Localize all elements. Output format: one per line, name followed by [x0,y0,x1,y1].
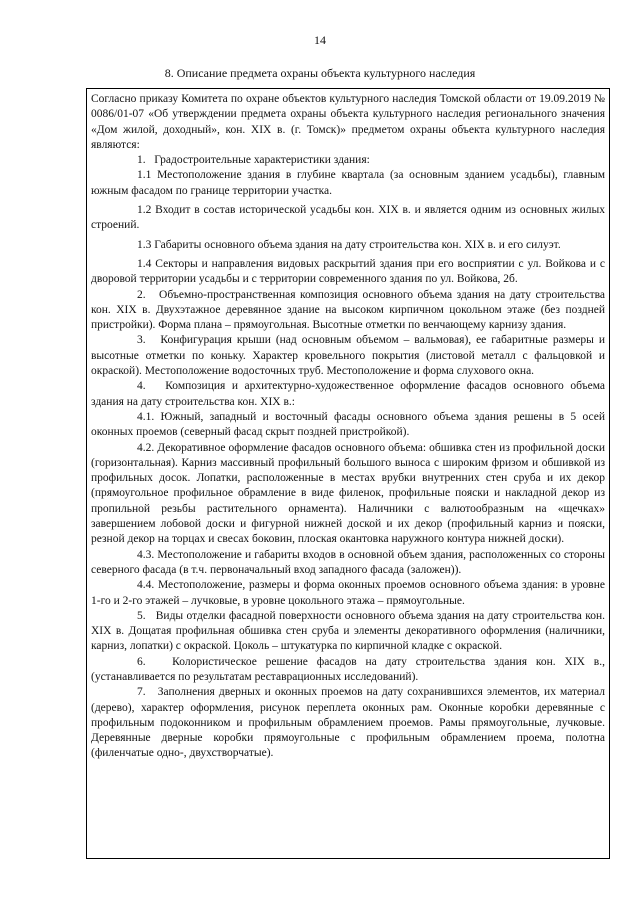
item-1-1: 1.1 Местоположение здания в глубине квартала (за основным зданием усадьбы), главным южным фасадом по границе территории участка. [91,169,605,197]
item-3: 3. Конфигурация крыши (над основным объемом – вальмовая), ее габаритные размеры и высотные отметки по коньку. Характер кровельного покрытия (листовой металл с фальцовкой и окраской). Местоположение водосточных труб. Местоположение и форма слухового окна. [91,334,605,378]
item-1-3: 1.3 Габариты основного объема здания на дату строительства кон. XIX в. и его силуэт. [137,238,561,251]
page-number: 14 [314,33,326,47]
item-4-3: 4.3. Местоположение и габариты входов в основной объем здания, расположенных со стороны северного фасада (в т.ч. первоначальный вход западного фасада (заложен)). [91,548,605,576]
item-4-1: 4.1. Южный, западный и восточный фасады основного объема здания решены в 5 осей оконных проемов (северный фасад скрыт поздней пристройкой). [91,410,605,439]
item-2: 2. Объемно-пространственная композиция основного объема здания на дату строительства кон. XIX в. Двухэтажное деревянное здание на высоком кирпичном цокольном этаже (без поздней пристройки). Форма плана – прямоугольная. Высотные отметки по венчающему карнизу здания. [91,288,605,332]
protection-subject-box [86,88,610,859]
item-4-4: 4.4. Местоположение, размеры и форма оконных проемов основного объема здания: в уровне 1-го и 2-го этажей – лучковые, в уровне цокольного этажа – прямоугольные. [91,579,605,607]
item-1-4: 1.4 Секторы и направления видовых раскрытий здания при его восприятии с ул. Войкова и с дворовой территории усадьбы и с территории современного здания по ул. Войкова, 2б. [91,257,605,286]
item-4-2: 4.2. Декоративное оформление фасадов основного объема: обшивка стен из профильной доски (горизонтальная). Карниз массивный профильный большого выноса с широким фризом и обшивкой из профильных досок. Лопатки, расположенные в местах врубки внутренних стен сруба и их декор (прямоугольное профильное обрамление в виде филенок, профильные пояски и накладной декор из пропильной резьбы растительного орнамента). Наличники с валютообразным на «щечках» завершением лобовой доски и фигурной нижней доской и их декор (профильный карниз и пояски, резной декор на торцах и свесах боковин, плоская окантовка наружного контура нижней доски). [91,441,605,546]
intro-paragraph: Согласно приказу Комитета по охране объектов культурного наследия Томской области от 19.09.2019 № 0086/01-07 «Об утверждении предмета охраны объекта культурного наследия регионального значения «Дом жилой, доходный», кон. XIX в. (г. Томск)» предметом охраны объекта культурного наследия являются: [91,93,605,151]
item-5: 5. Виды отделки фасадной поверхности основного объема здания на дату строительства кон. XIX в. Дощатая профильная обшивка стен сруба и элементы декоративного оформления (наличники, карниз, лопатки) с окраской. Цоколь – штукатурка по кирпичной кладке с окраской. [91,609,605,653]
item-6: 6. Колористическое решение фасадов на дату строительства здания кон. XIX в., (устанавливается по результатам реставрационных исследований). [91,655,605,683]
item-1-2: 1.2 Входит в состав исторической усадьбы кон. XIX в. и является одним из основных жилых строений. [91,204,605,232]
item-7: 7. Заполнения дверных и оконных проемов на дату сохранившихся элементов, их материал (дерево), характер оформления, рисунок переплета оконных рам. Оконные коробки деревянные с профильным подоконником и профильным обрамлением проемов. Рамы прямоугольные, лучковые. Деревянные дверные коробки прямоугольные с профильным обрамлением проема, полотна (филенчатые одно-, двухстворчатые). [91,686,605,760]
item-1: 1. Градостроительные характеристики здания: [137,154,370,167]
item-4: 4. Композиция и архитектурно-художественное оформление фасадов основного объема здания на дату строительства кон. XIX в.: [91,380,605,408]
section-title: 8. Описание предмета охраны объекта культурного наследия [164,66,476,80]
